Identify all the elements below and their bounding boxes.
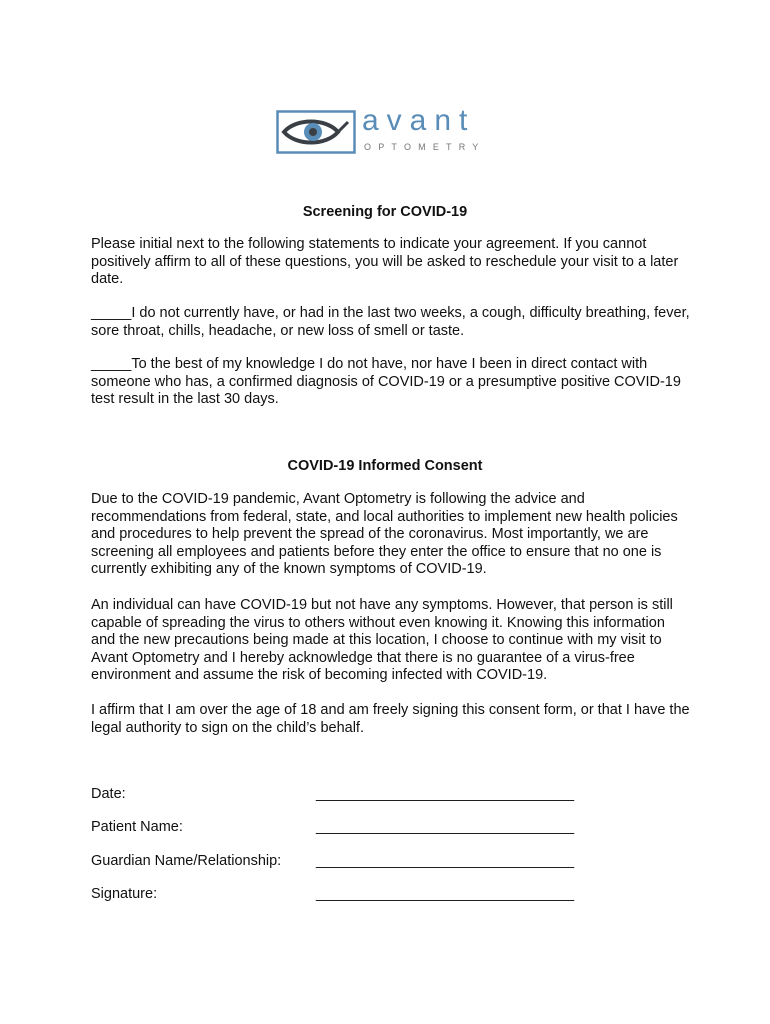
- patient-name-label: Patient Name:: [91, 819, 183, 835]
- screening-statement-1: _____I do not currently have, or had in the last two weeks, a cough, difficulty breathing, fever, sore throat, chills, headache, or new loss of smell or taste.: [91, 305, 690, 339]
- consent-paragraph-2: An individual can have COVID-19 but not have any symptoms. However, that person is still capable of spreading the virus to others without even knowing it. Knowing this information and the new precautions being made at this location, I choose to continue with my visit to Avant Optometry and I hereby acknowledge that there is no guarantee of a virus-free environment and assume the risk of becoming infected with COVID-19.: [91, 597, 673, 683]
- signature-label: Signature:: [91, 886, 158, 902]
- consent-paragraph-3: I affirm that I am over the age of 18 and am freely signing this consent form, or that I have the legal authority to sign on the child’s behalf.: [91, 702, 690, 736]
- avant-optometry-logo: [276, 104, 506, 158]
- consent-paragraph-1: Due to the COVID-19 pandemic, Avant Optometry is following the advice and recommendations from federal, state, and local authorities to implement new health policies and procedures to help prevent the spread of the coronavirus. Most importantly, we are screening all employees and patients before they enter the office to ensure that no one is currently exhibiting any of the known symptoms of COVID-19.: [91, 491, 678, 577]
- screening-statement-2: _____To the best of my knowledge I do not have, nor have I been in direct contact with someone who has, a confirmed diagnosis of COVID-19 or a presumptive positive COVID-19 test result in the last 30 days.: [91, 356, 681, 407]
- date-label: Date:: [91, 786, 126, 802]
- consent-title: COVID-19 Informed Consent: [287, 458, 483, 474]
- date-field[interactable]: ________________________________: [316, 786, 575, 802]
- logo-subtitle: OPTOMETRY: [364, 142, 486, 152]
- screening-title: Screening for COVID-19: [302, 204, 468, 220]
- guardian-name-field[interactable]: ________________________________: [316, 853, 575, 869]
- signature-field[interactable]: ________________________________: [316, 886, 575, 902]
- screening-intro: Please initial next to the following statements to indicate your agreement. If you cannot positively affirm to all of these questions, you will be asked to reschedule your visit to a later date.: [91, 236, 679, 287]
- logo-wordmark: avant: [362, 104, 476, 137]
- patient-name-field[interactable]: ________________________________: [316, 819, 575, 835]
- guardian-name-label: Guardian Name/Relationship:: [91, 853, 282, 869]
- eye-icon: [276, 110, 356, 154]
